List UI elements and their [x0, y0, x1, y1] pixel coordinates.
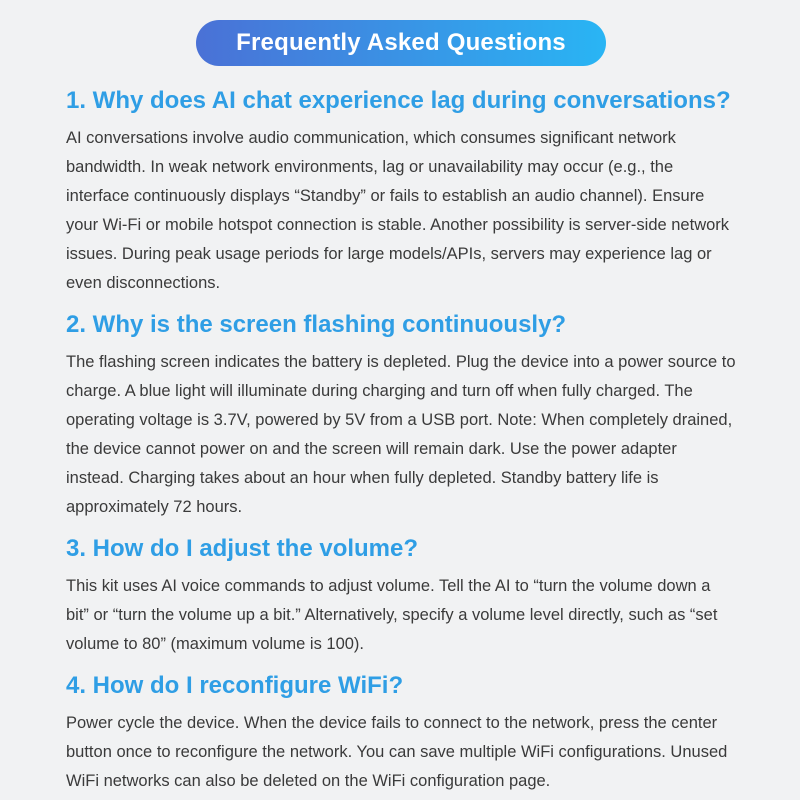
faq-question-2: 2. Why is the screen flashing continuously?: [66, 311, 567, 338]
faq-question-1: 1. Why does AI chat experience lag during conversations?: [66, 87, 731, 114]
faq-item: [66, 311, 736, 522]
faq-item: [66, 87, 736, 298]
faq-item: [66, 535, 736, 659]
faq-answer-4: Power cycle the device. When the device fails to connect to the network, press the center button once to reconfigure the network. You can save multiple WiFi configurations. Unused WiFi networks can also be deleted on the WiFi configuration page.: [66, 714, 728, 790]
faq-answer-1: AI conversations involve audio communication, which consumes significant network bandwidth. In weak network environments, lag or unavailability may occur (e.g., the interface continuously displays “Standby” or fails to establish an audio channel). Ensure your Wi-Fi or mobile hotspot connection is stable. Another possibility is server-side network issues. During peak usage periods for large models/APIs, servers may experience lag or even disconnections.: [66, 129, 730, 292]
faq-header: [66, 20, 736, 66]
faq-question-4: 4. How do I reconfigure WiFi?: [66, 672, 404, 699]
faq-answer-2: The flashing screen indicates the battery is depleted. Plug the device into a power source to charge. A blue light will illuminate during charging and turn off when fully charged. The operating voltage is 3.7V, powered by 5V from a USB port. Note: When completely drained, the device cannot power on and the screen will remain dark. Use the power adapter instead. Charging takes about an hour when fully depleted. Standby battery life is approximately 72 hours.: [66, 353, 736, 516]
faq-answer-3: This kit uses AI voice commands to adjust volume. Tell the AI to “turn the volume down a bit” or “turn the volume up a bit.” Alternatively, specify a volume level directly, such as “set volume to 80” (maximum volume is 100).: [66, 577, 718, 653]
faq-title-badge: Frequently Asked Questions: [196, 20, 606, 66]
faq-item: [66, 672, 736, 796]
faq-question-3: 3. How do I adjust the volume?: [66, 535, 419, 562]
